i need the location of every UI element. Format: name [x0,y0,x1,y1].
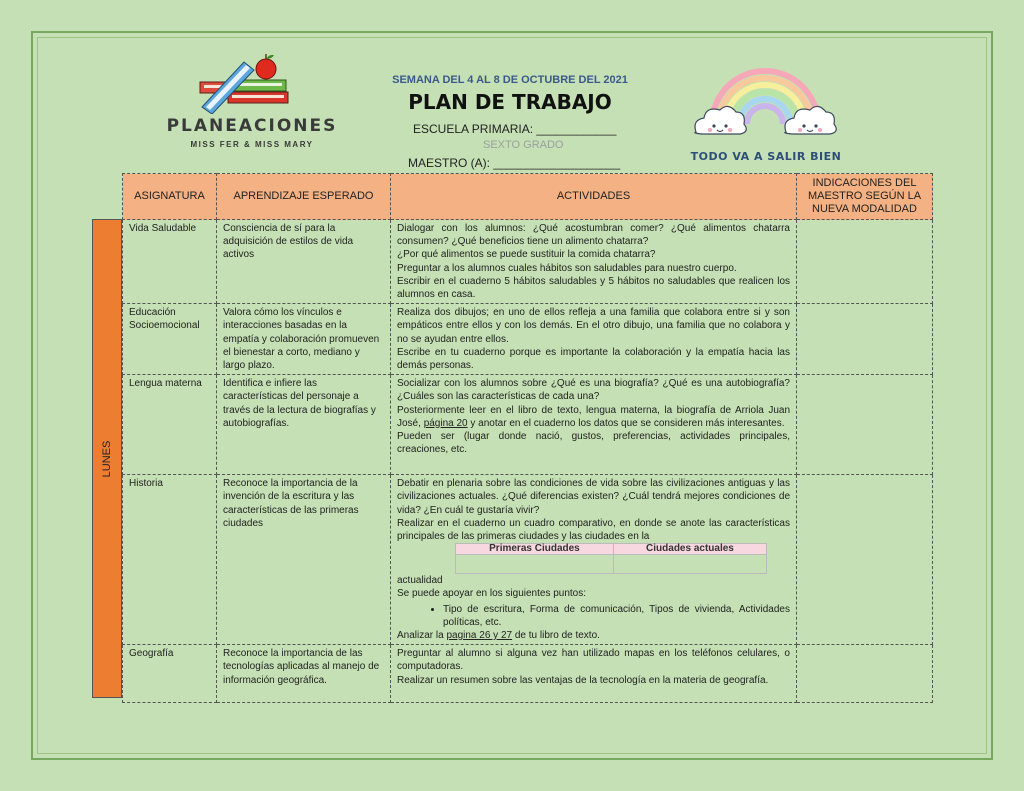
rainbow-clouds-illustration [690,52,840,152]
books-apple-icon [162,52,342,114]
activity-text: Realiza dos dibujos; en uno de ellos refleja a una familia que colabora entre si y son empáticos entre ellos y con los demás. En el otro dibujo, una familia que no colabora y no se ayudan entre ellos. [397,307,790,345]
slogan: TODO VA A SALIR BIEN [690,150,842,163]
activity-text: Debatir en plenaria sobre las condiciones de vida sobre las civilizaciones antiguas y las civilizaciones actuales. ¿Qué diferencias existen? ¿Cuál tendrá mejores condiciones de vida? ¿En cuál te gustaría vivir? [397,478,790,516]
teacher-field: MAESTRO (A): ___________________ [408,156,621,170]
activity-text [397,404,790,430]
activity-fragment: de tu libro de texto. [512,630,600,642]
activity-text: Escribir en el cuaderno 5 hábitos saludables y 5 hábitos no saludables que realicen los alumnos en casa. [397,275,790,301]
page-title: PLAN DE TRABAJO [408,90,612,114]
header-activities: ACTIVIDADES [391,174,797,220]
activity-text: Escribe en tu cuaderno porque es importante la colaboración y la empatía hacia las demás personas. [397,346,790,372]
activities-cell [391,645,797,703]
activity-text: actualidad [397,575,443,587]
grade-label: SEXTO GRADO [483,139,564,151]
table-row [123,304,933,375]
indications-cell [797,645,933,703]
learning-cell: Consciencia de sí para la adquisición de estilos de vida activos [217,220,391,304]
header-indications: INDICACIONES DEL MAESTRO SEGÚN LA NUEVA MODALIDAD [797,174,933,220]
day-column [92,219,122,698]
learning-cell: Reconoce la importancia de la invención de la escritura y las características de las primeras ciudades [217,475,391,645]
activity-text: Socializar con los alumnos sobre ¿Qué es una biografía? ¿Qué es una autobiografía? ¿Cuáles son las características de cada una? [397,378,790,403]
list-item: • Tipo de escritura, Forma de comunicación, Tipos de vivienda, Actividades políticas, etc. [443,603,790,629]
learning-cell: Valora cómo los vínculos e interacciones basadas en la empatía y colaboración promueven el bienestar a corto, mediano y largo plazo. [217,304,391,375]
activity-text: Realizar en el cuaderno un cuadro comparativo, en donde se anote las características principales de las primeras ciudades y las ciudades en la [397,517,790,543]
day-label: LUNES [101,440,113,477]
table-row [123,220,933,304]
logo [162,52,342,152]
activities-cell [391,375,797,475]
comparison-header: Ciudades actuales [613,544,766,555]
logo-subtitle: MISS FER & MISS MARY [190,140,314,149]
activity-text: Preguntar al alumno si alguna vez han utilizado mapas en los teléfonos celulares, o computadoras. [397,648,790,673]
subject-cell: Historia [123,475,217,645]
activity-text: Se puede apoyar en los siguientes puntos: [397,588,587,600]
comparison-cell [456,555,614,574]
indications-cell [797,475,933,645]
page-reference: pagina 26 y 27 [446,630,513,642]
subject-cell: Geografía [123,645,217,703]
header-row [123,174,933,220]
school-field: ESCUELA PRIMARIA: ____________ [413,122,617,136]
learning-cell: Reconoce la importancia de las tecnologías aplicadas al manejo de información geográfica. [217,645,391,703]
activity-fragment: Posteriormente leer en el libro de texto, lengua materna, la biografía de Arriola Juan José, [397,404,790,429]
activity-fragment: y anotar en el cuaderno los datos que se consideren más interesantes. [467,417,785,429]
activities-cell [391,220,797,304]
comparison-cell [613,555,766,574]
header-subject: ASIGNATURA [123,174,217,220]
table-row [123,475,933,645]
subject-cell: Educación Socioemocional [123,304,217,375]
indications-cell [797,304,933,375]
plan-table [122,173,933,703]
header-learning: APRENDIZAJE ESPERADO [217,174,391,220]
subject-cell: Vida Saludable [123,220,217,304]
activity-text: Preguntar a los alumnos cuales hábitos son saludables para nuestro cuerpo. [397,262,737,274]
activities-cell [391,304,797,375]
indications-cell [797,375,933,475]
activities-cell [391,475,797,645]
indications-cell [797,220,933,304]
table-row [123,375,933,475]
points-list [397,603,790,629]
week-range: SEMANA DEL 4 AL 8 DE OCTUBRE DEL 2021 [392,74,628,86]
page-reference: página 20 [423,417,468,429]
comparison-header: Primeras Ciudades [456,544,614,555]
subject-cell: Lengua materna [123,375,217,475]
comparison-table [455,543,767,574]
rainbow-icon [690,52,840,152]
table-row [123,645,933,703]
activity-text [397,629,790,642]
activity-text: ¿Por qué alimentos se puede sustituir la comida chatarra? [397,249,656,261]
activity-text: Realizar un resumen sobre las ventajas de la tecnología en la materia de geografía. [397,674,769,686]
activity-text: Dialogar con los alumnos: ¿Qué acostumbran comer? ¿Qué alimentos chatarra consumen? ¿Qué beneficios tiene un alimento chatarra? [397,223,790,248]
activity-fragment: Analizar la [397,630,447,642]
activity-text: Pueden ser (lugar donde nació, gustos, preferencias, actividades principales, creaciones, etc. [397,431,790,456]
logo-title: PLANEACIONES [166,116,338,136]
learning-cell: Identifica e infiere las características del personaje a través de la lectura de biografías y autobiografías. [217,375,391,475]
